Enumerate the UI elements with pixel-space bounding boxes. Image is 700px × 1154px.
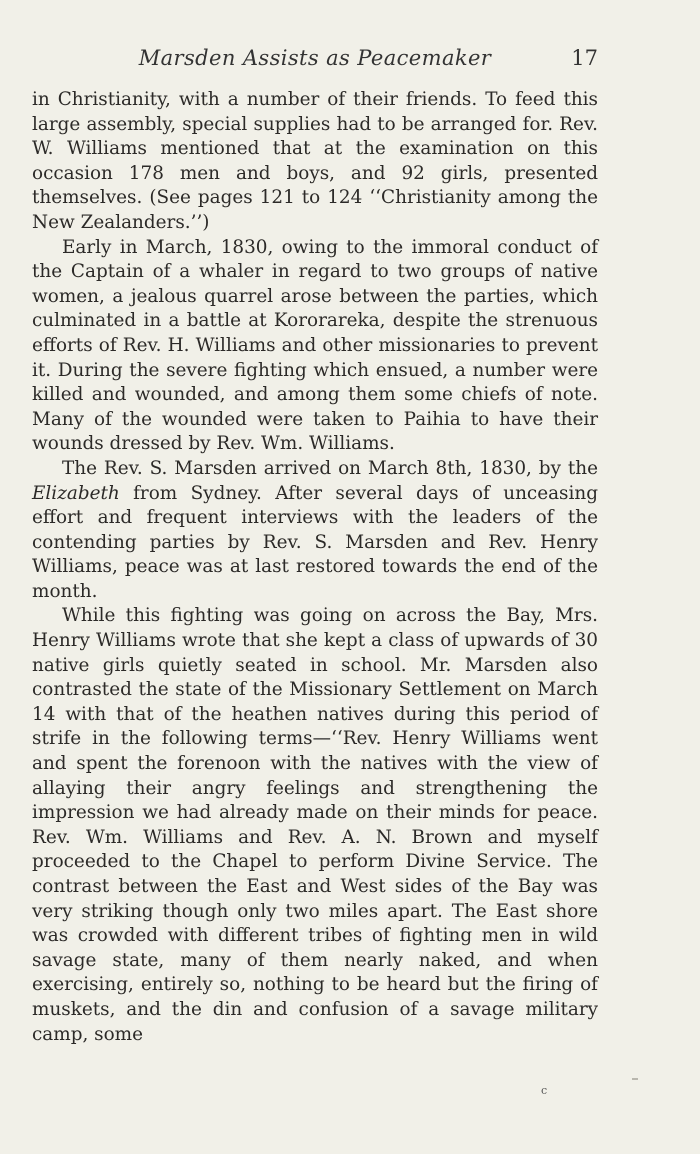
page-number: 17 [571, 46, 598, 70]
paragraph-3-after: from Sydney. After several days of unceasing effort and frequent interviews with the leaders of the contending parties by Rev. S. Marsden and Rev. Henry Williams, peace was at last restored towards the end of the month. [32, 482, 598, 602]
paragraph-1: in Christianity, with a number of their friends. To feed this large assembly, special supplies had to be arranged for. Rev. W. Williams mentioned that at the examination on this occasion 178 men and boys, and 92 girls, presented themselves. (See pages 121 to 124 ‘‘Christianity among the New Zealanders.’’) [32, 89, 598, 233]
signature-mark: c [541, 1084, 548, 1097]
paragraph-3-before: The Rev. S. Marsden arrived on March 8th, 1830, by the [62, 457, 598, 479]
paragraph-2: Early in March, 1830, owing to the immoral conduct of the Captain of a whaler in regard to two groups of native women, a jealous quarrel arose between the parties, which culminated in a battle at Kororareka, despite the strenuous efforts of Rev. H. Williams and other missionaries to prevent it. During the severe fighting which ensued, a number were killed and wounded, and among them some chiefs of note. Many of the wounded were taken to Paihia to have their wounds dressed by Rev. Wm. Williams. [32, 236, 598, 455]
body-text [32, 88, 598, 1047]
paper-speck [632, 1078, 638, 1080]
paragraph-4: While this fighting was going on across the Bay, Mrs. Henry Williams wrote that she kept a class of upwards of 30 native girls quietly seated in school. Mr. Marsden also contrasted the state of the Missionary Settlement on March 14 with that of the heathen natives during this period of strife in the following terms—‘‘Rev. Henry Williams went and spent the forenoon with the natives with the view of allaying their angry feelings and strengthening the impression we had already made on their minds for peace. Rev. Wm. Williams and Rev. A. N. Brown and myself proceeded to the Chapel to perform Divine Service. The contrast between the East and West sides of the Bay was very striking though only two miles apart. The East shore was crowded with different tribes of fighting men in wild savage state, many of them nearly naked, and when exercising, entirely so, nothing to be heard but the firing of muskets, and the din and confusion of a savage military camp, some [32, 605, 598, 1045]
ship-name: Elizabeth [32, 482, 120, 504]
paragraph-3 [32, 457, 598, 605]
running-head [32, 46, 598, 78]
running-title: Marsden Assists as Peacemaker [138, 46, 492, 70]
